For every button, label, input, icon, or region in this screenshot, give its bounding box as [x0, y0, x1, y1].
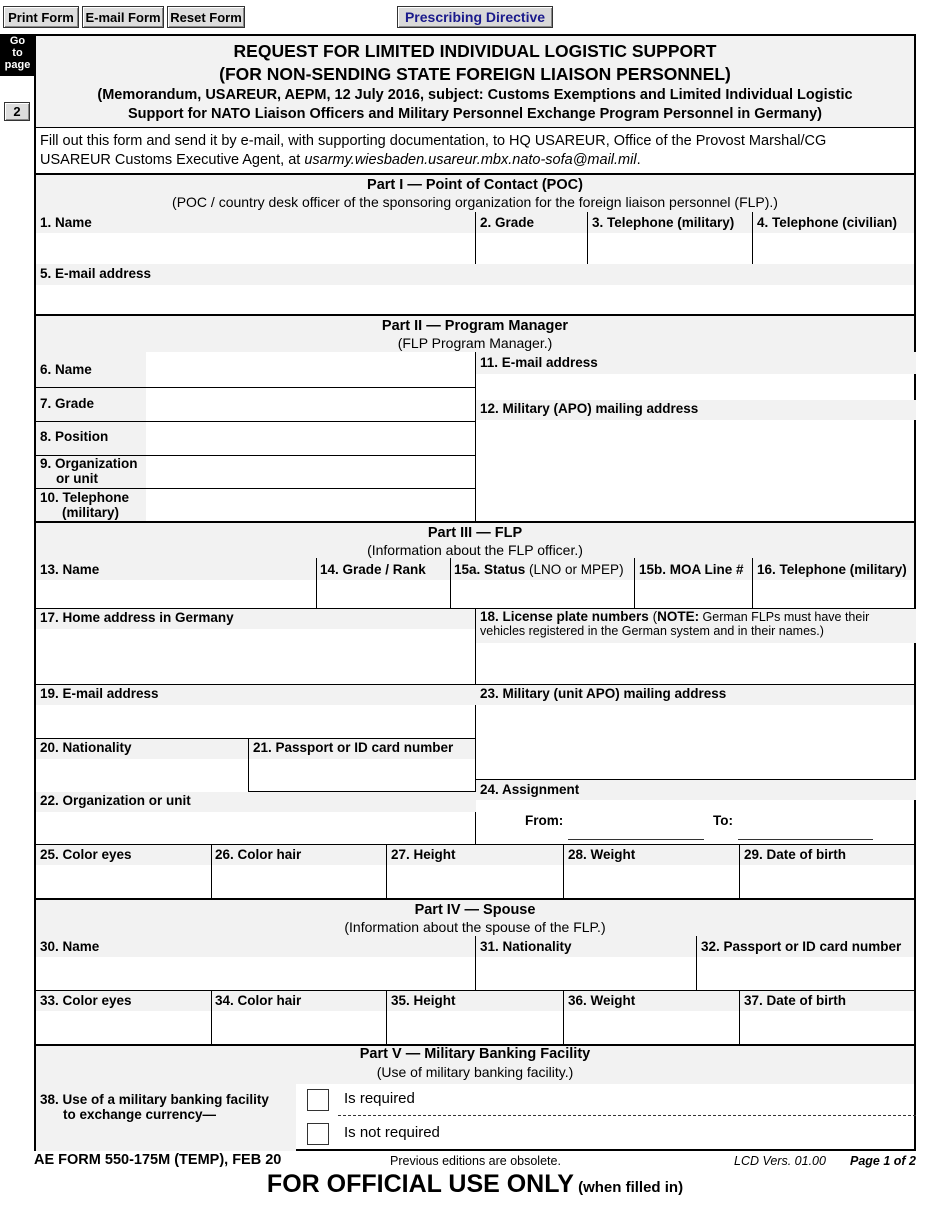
- field16-label: 16. Telephone (military): [757, 562, 907, 577]
- field32-label: 32. Passport or ID card number: [701, 939, 902, 954]
- go-to-page-label: Go to page: [0, 34, 35, 76]
- field5-label: 5. E-mail address: [40, 266, 152, 281]
- page-number: Page 1 of 2: [850, 1154, 916, 1168]
- assignment-to-label: To:: [713, 813, 733, 828]
- field7-label: 7. Grade: [40, 396, 95, 411]
- field26-label: 26. Color hair: [215, 847, 302, 862]
- field9-label: 9. Organization or unit: [40, 456, 138, 486]
- field31-label: 31. Nationality: [480, 939, 572, 954]
- field7-input[interactable]: [146, 388, 475, 421]
- field14-input[interactable]: [317, 580, 450, 608]
- form-title-line1: REQUEST FOR LIMITED INDIVIDUAL LOGISTIC SUPPORT: [233, 41, 717, 61]
- field25-label: 25. Color eyes: [40, 847, 132, 862]
- field23-input[interactable]: [476, 705, 916, 779]
- field27-input[interactable]: [387, 865, 563, 898]
- part5-title: Part V — Military Banking Facility: [359, 1046, 591, 1062]
- field17-input[interactable]: [36, 629, 475, 684]
- part3-title: Part III — FLP: [427, 525, 523, 541]
- email-form-button[interactable]: E-mail Form: [82, 6, 164, 28]
- field15b-input[interactable]: [635, 580, 752, 608]
- field4-input[interactable]: [753, 233, 916, 264]
- form-title-line2: (FOR NON-SENDING STATE FOREIGN LIAISON PERSONNEL): [219, 64, 731, 84]
- part2-subtitle: (FLP Program Manager.): [397, 335, 553, 351]
- field3-input[interactable]: [588, 233, 752, 264]
- field12-input[interactable]: [476, 420, 916, 521]
- assignment-from-input[interactable]: [568, 810, 704, 840]
- field3-label: 3. Telephone (military): [592, 215, 735, 230]
- field21-label: 21. Passport or ID card number: [253, 740, 454, 755]
- banking-not-required-label: Is not required: [344, 1124, 440, 1141]
- field35-label: 35. Height: [391, 993, 456, 1008]
- field30-label: 30. Name: [40, 939, 100, 954]
- field16-input[interactable]: [753, 580, 916, 608]
- field34-input[interactable]: [212, 1011, 386, 1044]
- field6-label: 6. Name: [40, 362, 92, 377]
- go-to-page-2-button[interactable]: 2: [4, 102, 30, 121]
- field26-input[interactable]: [212, 865, 386, 898]
- banking-required-checkbox[interactable]: [307, 1089, 329, 1111]
- field10-input[interactable]: [146, 489, 475, 521]
- prescribing-directive-button[interactable]: Prescribing Directive: [397, 6, 553, 28]
- reset-form-button[interactable]: Reset Form: [167, 6, 245, 28]
- field1-input[interactable]: [36, 233, 475, 264]
- field2-label: 2. Grade: [480, 215, 535, 230]
- field24-label: 24. Assignment: [480, 782, 580, 797]
- field13-label: 13. Name: [40, 562, 100, 577]
- field19-label: 19. E-mail address: [40, 686, 159, 701]
- field25-input[interactable]: [36, 865, 211, 898]
- lcd-version: LCD Vers. 01.00: [734, 1154, 826, 1168]
- field14-label: 14. Grade / Rank: [320, 562, 426, 577]
- field30-input[interactable]: [36, 957, 475, 990]
- banking-not-required-checkbox[interactable]: [307, 1123, 329, 1145]
- part1-title: Part I — Point of Contact (POC): [367, 177, 583, 193]
- field33-input[interactable]: [36, 1011, 211, 1044]
- assignment-from-label: From:: [525, 813, 564, 828]
- field4-label: 4. Telephone (civilian): [757, 215, 898, 230]
- field21-input[interactable]: [249, 759, 475, 791]
- field20-input[interactable]: [36, 759, 248, 791]
- field38-label: 38. Use of a military banking facility to exchange currency—: [40, 1092, 269, 1122]
- field8-label: 8. Position: [40, 429, 109, 444]
- field33-label: 33. Color eyes: [40, 993, 132, 1008]
- field6-input[interactable]: [146, 352, 475, 387]
- field22-label: 22. Organization or unit: [40, 793, 191, 808]
- field20-label: 20. Nationality: [40, 740, 132, 755]
- field28-input[interactable]: [564, 865, 739, 898]
- field17-label: 17. Home address in Germany: [40, 610, 234, 625]
- field12-label: 12. Military (APO) mailing address: [480, 401, 699, 416]
- submission-email[interactable]: usarmy.wiesbaden.usareur.mbx.nato-sofa@mail.mil: [304, 152, 637, 168]
- field31-input[interactable]: [476, 957, 696, 990]
- field32-input[interactable]: [697, 957, 916, 990]
- obsolete-note: Previous editions are obsolete.: [390, 1154, 561, 1168]
- field37-label: 37. Date of birth: [744, 993, 847, 1008]
- field19-input[interactable]: [36, 705, 475, 738]
- part2-title: Part II — Program Manager: [381, 318, 569, 334]
- field18-label: 18. License plate numbers (NOTE: German FLPs must have their vehicles registered in the German system and in their names.): [480, 609, 870, 638]
- field23-label: 23. Military (unit APO) mailing address: [480, 686, 727, 701]
- field34-label: 34. Color hair: [215, 993, 302, 1008]
- field29-input[interactable]: [740, 865, 916, 898]
- field36-input[interactable]: [564, 1011, 739, 1044]
- form-number: AE FORM 550-175M (TEMP), FEB 20: [34, 1152, 282, 1168]
- field2-input[interactable]: [476, 233, 587, 264]
- form-frame: [34, 34, 916, 1151]
- field10-label: 10. Telephone (military): [40, 490, 130, 520]
- field9-input[interactable]: [146, 456, 475, 488]
- part5-subtitle: (Use of military banking facility.): [376, 1064, 574, 1080]
- form-subtitle-line2: Support for NATO Liaison Officers and Military Personnel Exchange Program Personnel in Germany): [127, 106, 822, 122]
- field29-label: 29. Date of birth: [744, 847, 847, 862]
- fouo-banner: FOR OFFICIAL USE ONLY (when filled in): [266, 1170, 684, 1198]
- field11-input[interactable]: [476, 374, 916, 400]
- field11-label: 11. E-mail address: [480, 355, 598, 370]
- field35-input[interactable]: [387, 1011, 563, 1044]
- field8-input[interactable]: [146, 422, 475, 455]
- field37-input[interactable]: [740, 1011, 916, 1044]
- field15b-label: 15b. MOA Line #: [639, 562, 744, 577]
- field1-label: 1. Name: [40, 215, 92, 230]
- print-form-button[interactable]: Print Form: [3, 6, 79, 28]
- field5-input[interactable]: [36, 285, 914, 314]
- field15a-label: 15a. Status (LNO or MPEP): [454, 562, 624, 577]
- part4-title: Part IV — Spouse: [414, 902, 536, 918]
- field27-label: 27. Height: [391, 847, 456, 862]
- instructions: Fill out this form and send it by e-mail, with supporting documentation, to HQ USAREUR, Office of the Provost Marshal/CG USAREUR Customs Executive Agent, at usarmy.wiesbaden.usareur.mbx.nato-sofa@mail.mil.: [40, 133, 827, 168]
- field18-input[interactable]: [476, 643, 916, 684]
- form-subtitle-line1: (Memorandum, USAREUR, AEPM, 12 July 2016, subject: Customs Exemptions and Limited Individual Logistic: [97, 87, 853, 103]
- field22-input[interactable]: [36, 812, 475, 844]
- field13-input[interactable]: [36, 580, 316, 608]
- field36-label: 36. Weight: [568, 993, 636, 1008]
- field28-label: 28. Weight: [568, 847, 636, 862]
- field15a-input[interactable]: [451, 580, 634, 608]
- part3-subtitle: (Information about the FLP officer.): [367, 542, 583, 558]
- part4-subtitle: (Information about the spouse of the FLP.): [344, 919, 606, 935]
- assignment-to-input[interactable]: [738, 810, 873, 840]
- banking-required-label: Is required: [344, 1090, 415, 1107]
- part1-subtitle: (POC / country desk officer of the sponsoring organization for the foreign liaison personnel (FLP).): [172, 194, 778, 210]
